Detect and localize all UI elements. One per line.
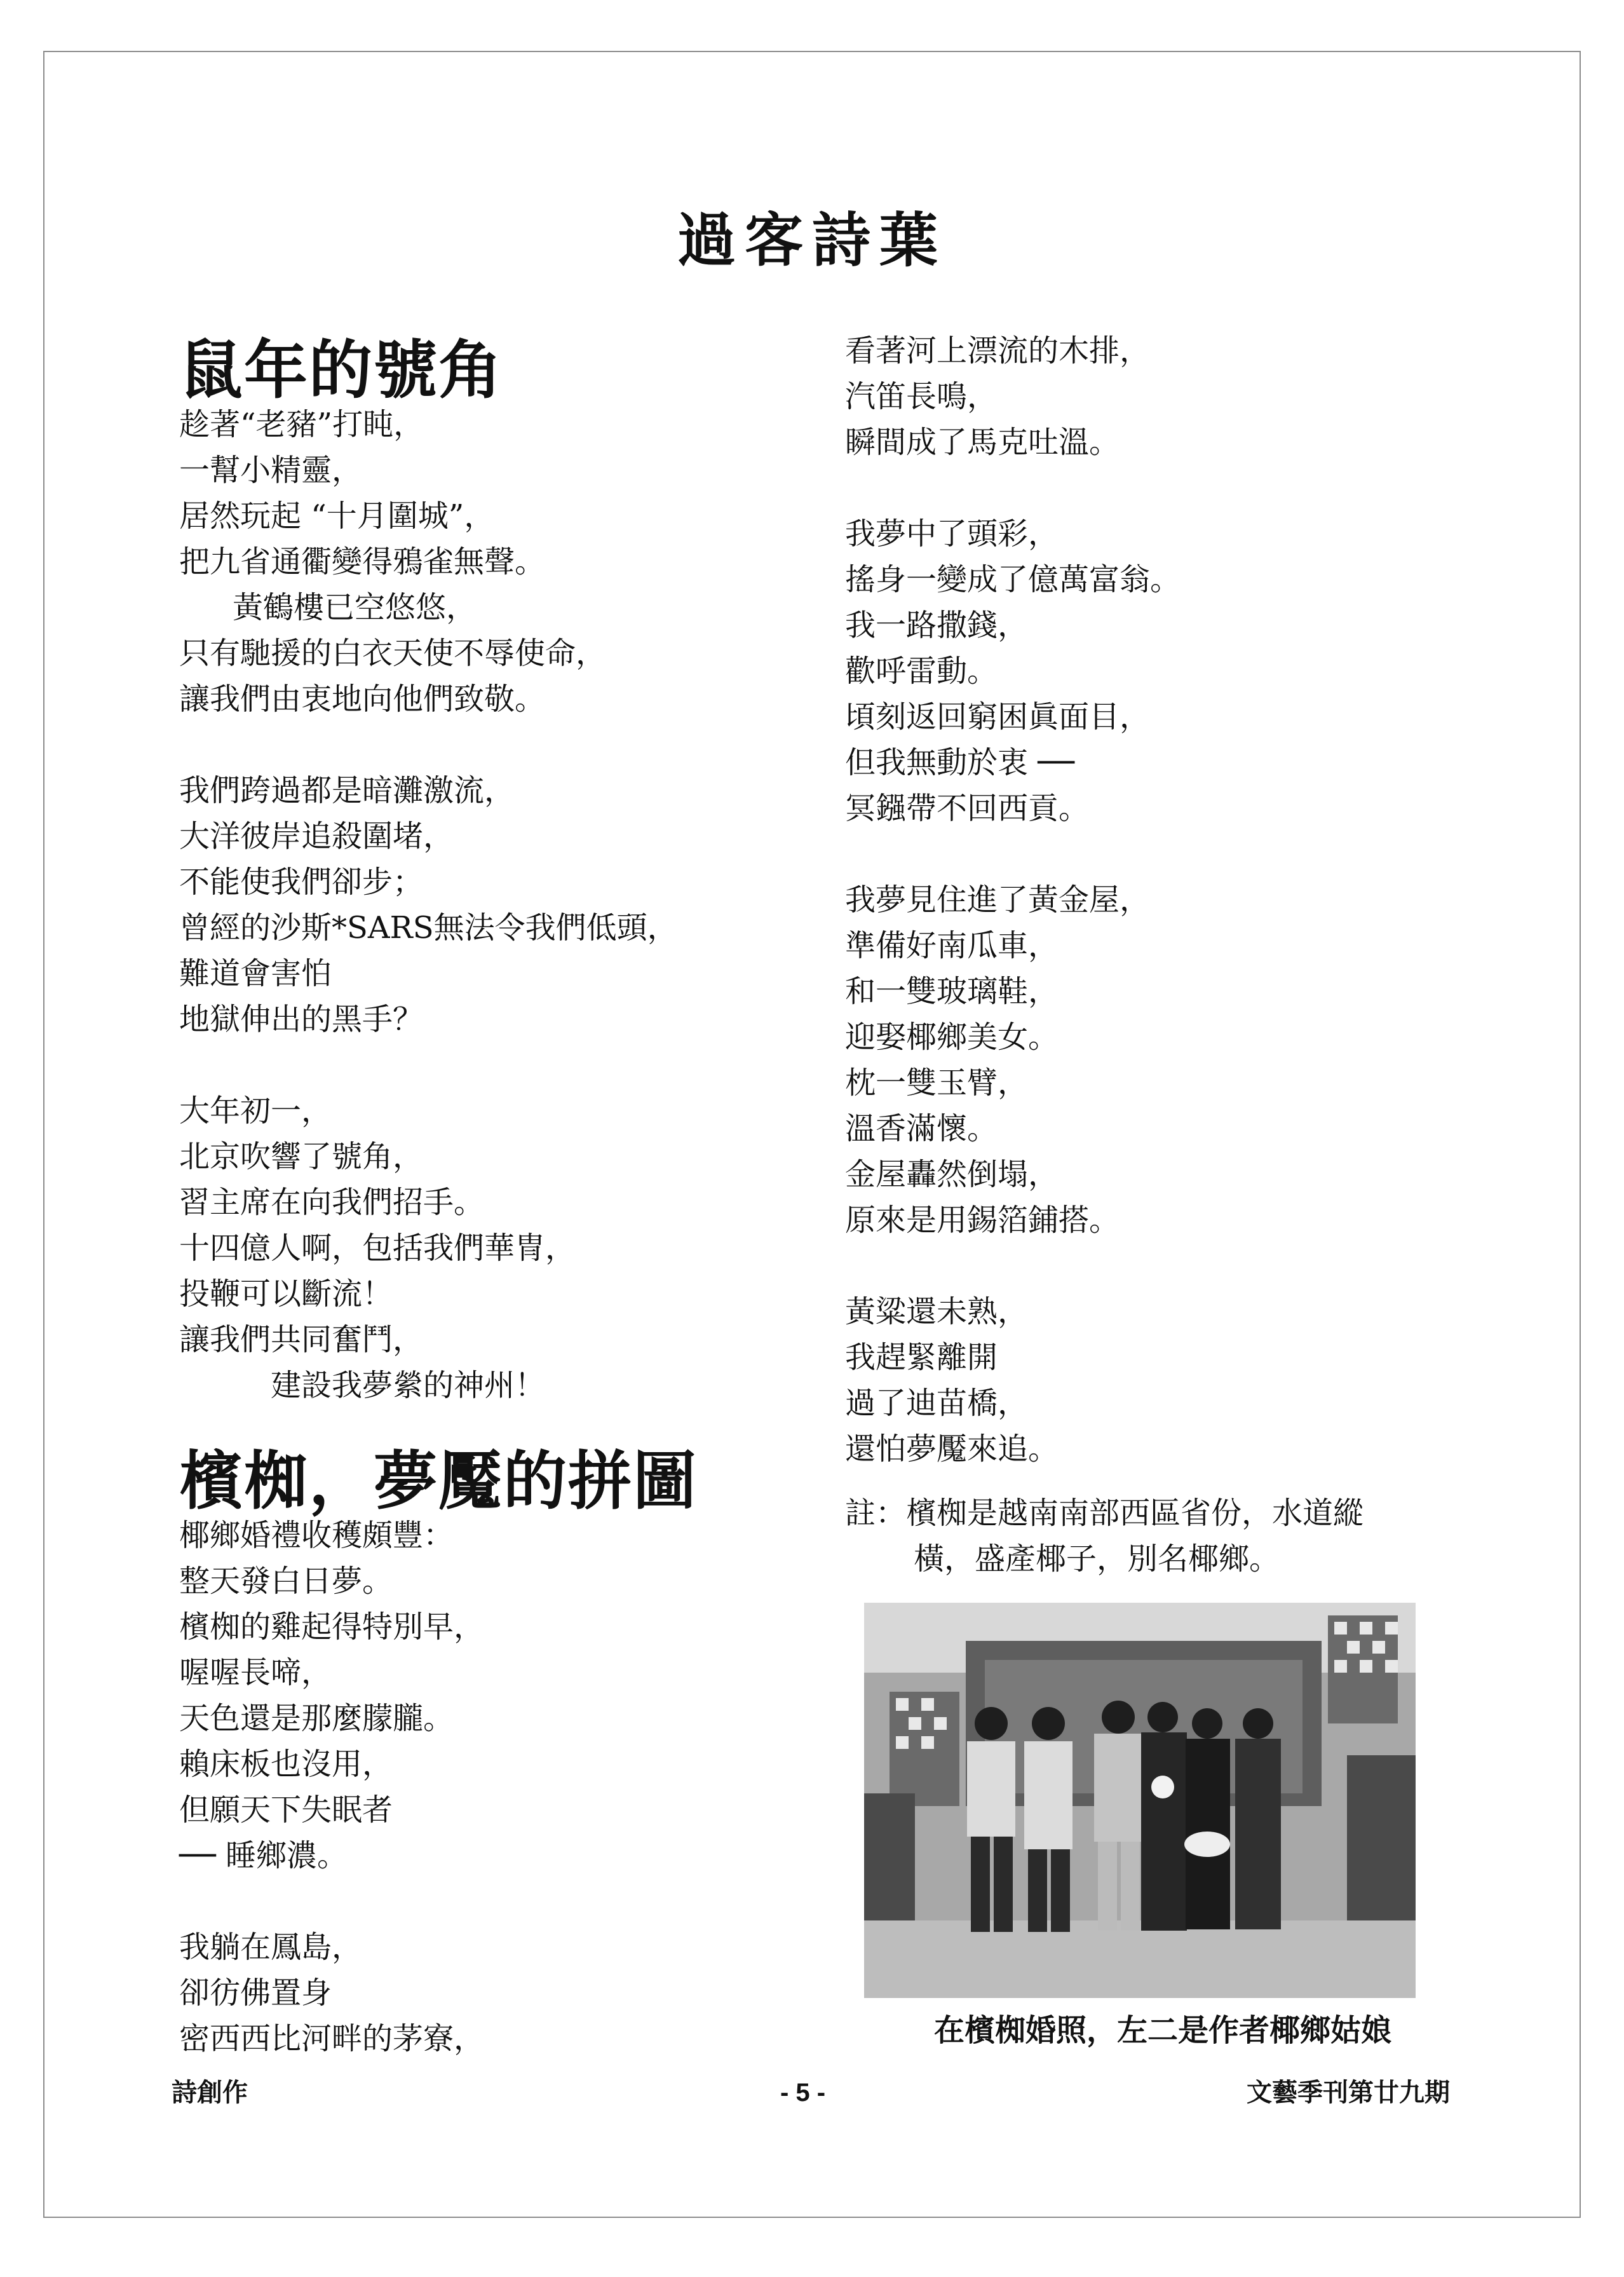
- stanza-break: [845, 831, 1181, 877]
- poem-line: 黃粱還未熟，: [845, 1294, 1029, 1329]
- poem-line: 曾經的沙斯*SARS無法令我們低頭，: [179, 910, 678, 946]
- poem-line: 讓我們由衷地向他們致敬。: [179, 681, 546, 717]
- stanza-break: [845, 1243, 1181, 1289]
- footer-category: 詩創作: [172, 2079, 248, 2107]
- poem1-body: [179, 402, 678, 1408]
- poem-line: 整天發白日夢。: [179, 1563, 393, 1599]
- poem-line: ── 睡鄉濃。: [179, 1838, 348, 1873]
- poem-line: 冥鏹帶不回西貢。: [845, 791, 1090, 826]
- poem1-title: 鼠年的號角: [179, 332, 503, 407]
- poem-line: 難道會害怕: [179, 956, 332, 991]
- poem-line: 但願天下失眠者: [179, 1792, 393, 1828]
- poem-line: 我們跨過都是暗灘激流，: [179, 773, 515, 808]
- poem-line: 我躺在鳳島，: [179, 1929, 363, 1965]
- poem-line: 椰鄉婚禮收穫頗豐：: [179, 1518, 454, 1553]
- poem-line: 建設我夢縈的神州！: [271, 1368, 546, 1403]
- poem-line: 原來是用錫箔鋪搭。: [845, 1202, 1120, 1238]
- poem-line: 頃刻返回窮困眞面目，: [845, 699, 1151, 735]
- poem-line: 天色還是那麼朦朧。: [179, 1701, 454, 1736]
- poem-line: 過了迪苗橋，: [845, 1385, 1029, 1421]
- poem2-title: 檳椥，夢魘的拼圖: [179, 1443, 698, 1518]
- poem-line: 卻彷佛置身: [179, 1975, 332, 2011]
- poem-line: 和一雙玻璃鞋，: [845, 974, 1059, 1009]
- poem-line: 北京吹響了號角，: [179, 1139, 424, 1174]
- poem-line: 大洋彼岸追殺圍堵，: [179, 819, 454, 854]
- stanza-break: [845, 465, 1181, 511]
- stanza-break: [179, 1042, 678, 1088]
- poem-line: 密西西比河畔的茅寮，: [179, 2021, 485, 2056]
- poem-line: 不能使我們卻步；: [179, 864, 424, 900]
- note-line: 橫，盛產椰子，別名椰鄉。: [914, 1541, 1280, 1577]
- page-number: - 5 -: [780, 2079, 826, 2107]
- poem-line: 瞬間成了馬克吐溫。: [845, 425, 1120, 460]
- wedding-photo: [864, 1603, 1416, 1998]
- poem-line: 檳椥的雞起得特別早，: [179, 1609, 485, 1645]
- poem-line: 把九省通衢變得鴉雀無聲。: [179, 544, 546, 580]
- poem-line: 投鞭可以斷流！: [179, 1276, 393, 1312]
- poem-line: 搖身一變成了億萬富翁。: [845, 562, 1181, 597]
- poem-line: 只有馳援的白衣天使不辱使命，: [179, 636, 607, 671]
- poem-line: 黃鶴樓已空悠悠，: [233, 590, 477, 625]
- poem-line: 大年初一，: [179, 1093, 332, 1129]
- poem-line: 十四億人啊，包括我們華冑，: [179, 1230, 576, 1266]
- poem-line: 還怕夢魘來追。: [845, 1431, 1059, 1467]
- poem-line: 我一路撒錢，: [845, 608, 1029, 643]
- poem-line: 溫香滿懷。: [845, 1111, 998, 1146]
- poem2-body-left: [179, 1512, 484, 2062]
- poem-line: 習主席在向我們招手。: [179, 1185, 485, 1220]
- poem-line: 準備好南瓜車，: [845, 928, 1059, 963]
- poem-line: 迎娶椰鄉美女。: [845, 1019, 1059, 1055]
- stanza-break: [179, 1879, 484, 1924]
- poem2-body-right: [845, 328, 1181, 1472]
- poem-line: 讓我們共同奮鬥，: [179, 1322, 424, 1357]
- section-title: 過客詩葉: [677, 206, 947, 275]
- poem-line: 一幫小精靈，: [179, 452, 363, 488]
- poem-line: 歡呼雷動。: [845, 653, 998, 689]
- poem-line: 地獄伸出的黑手？: [179, 1002, 424, 1037]
- footer-issue: 文藝季刊第廿九期: [1247, 2079, 1450, 2107]
- poem2-note: [845, 1490, 1480, 1582]
- poem-line: 喔喔長啼，: [179, 1655, 332, 1690]
- poem-line: 枕一雙玉臂，: [845, 1065, 1029, 1101]
- photo-caption: 在檳椥婚照，左二是作者椰鄉姑娘: [933, 2013, 1391, 2048]
- poem-line: 看著河上漂流的木排，: [845, 333, 1151, 369]
- poem-line: 金屋轟然倒塌，: [845, 1157, 1059, 1192]
- poem-line: 趁著“老豬”打盹，: [179, 407, 424, 442]
- poem-line: 居然玩起 “十月圍城”，: [179, 498, 495, 534]
- poem-line: 賴床板也沒用，: [179, 1746, 393, 1782]
- poem-line: 汽笛長鳴，: [845, 379, 998, 414]
- stanza-break: [179, 722, 678, 768]
- poem-line: 但我無動於衷 ──: [845, 745, 1075, 780]
- poem-line: 我趕緊離開: [845, 1340, 998, 1375]
- poem-line: 我夢見住進了黃金屋，: [845, 882, 1151, 918]
- poem-line: 我夢中了頭彩，: [845, 516, 1059, 552]
- note-line: 註：檳椥是越南南部西區省份，水道縱: [845, 1495, 1364, 1531]
